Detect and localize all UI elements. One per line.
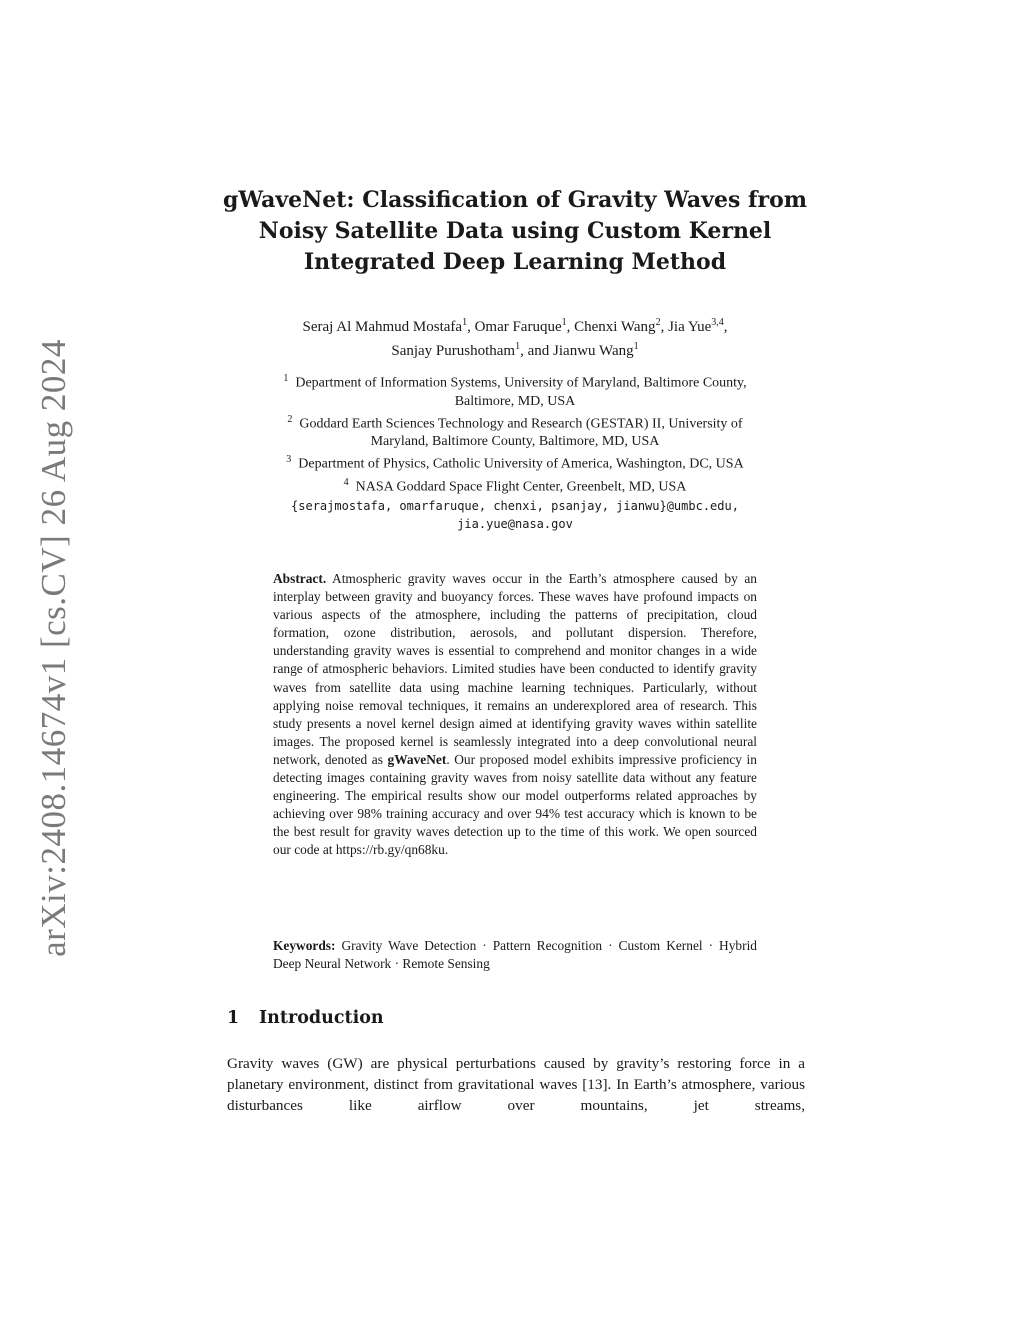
affiliation-1: $^1$ Department of Information Systems, University of Maryland, Baltimore County,	[283, 373, 747, 391]
abstract-text-before: Atmospheric gravity waves occur in the Earth’s atmosphere caused by an interplay between gravity and buoyancy forces. These waves have profound impacts on various aspects of the atmosphere, including the patterns of precipitation, cloud formation, ozone distribution, aerosols, and pollutant dispersion. Therefore, understanding gravity waves is essential to comprehend and monitor changes in a wide range of atmospheric behaviors. Limited studies have been conducted to identify gravity waves from satellite data using machine learning techniques. Particularly, without applying noise removal techniques, it remains an underexplored area of research. This study presents a novel kernel design aimed at identifying gravity waves within satellite images. The proposed kernel is seamlessly integrated into a deep convolutional neural network, denoted as	[273, 571, 757, 767]
email-line-1[interactable]: {serajmostafa, omarfaruque, chenxi, psanjay, jianwu}@umbc.edu,	[291, 498, 739, 513]
affiliation-1-cont: Baltimore, MD, USA	[454, 393, 576, 409]
keywords	[273, 937, 757, 973]
author: Chenxi Wang$^2$,	[574, 317, 669, 335]
title-line-1: gWaveNet: Classification of Gravity Waves from	[222, 187, 808, 213]
affiliation-2-cont: Maryland, Baltimore County, Baltimore, MD, USA	[370, 434, 660, 450]
affiliation-4: $^4$ NASA Goddard Space Flight Center, Greenbelt, MD, USA	[343, 476, 687, 495]
title-line-2: Noisy Satellite Data using Custom Kernel	[258, 218, 772, 244]
author: Seraj Al Mahmud Mostafa$^1$,	[302, 317, 475, 335]
keywords-label: Keywords:	[273, 938, 336, 953]
author: Omar Faruque$^1$,	[474, 317, 575, 335]
abstract-text-after: . Our proposed model exhibits impressive proficiency in detecting images containing gravity waves from noisy satellite data without any feature engineering. The empirical results show our model outperforms related approaches by achieving over 98% training accuracy and over 94% test accuracy which is known to be the best result for gravity waves detection up to the time of this work. We open sourced our code at https://rb.gy/qn68ku.	[273, 751, 757, 858]
author: Sanjay Purushotham$^1$, and	[391, 341, 554, 359]
abstract-label: Abstract.	[273, 571, 327, 586]
section-number: 1	[227, 1008, 240, 1028]
keywords-text: Gravity Wave Detection · Pattern Recognition · Custom Kernel · Hybrid Deep Neural Network · Remote Sensing	[273, 938, 757, 972]
affiliations	[215, 370, 815, 533]
author: Jianwu Wang$^1$	[553, 341, 639, 359]
section-heading-introduction	[227, 1008, 384, 1028]
author-list	[200, 313, 830, 361]
paper-title	[200, 185, 830, 278]
section-title: Introduction	[259, 1008, 384, 1028]
arxiv-identifier: arXiv:2408.14674v1 [cs.CV] 26 Aug 2024	[34, 339, 73, 957]
title-line-3: Integrated Deep Learning Method	[303, 249, 727, 275]
email-line-2[interactable]: jia.yue@nasa.gov	[457, 516, 573, 531]
introduction-paragraph: Gravity waves (GW) are physical perturbations caused by gravity’s restoring force in a planetary environment, distinct from gravitational waves [13]. In Earth’s atmosphere, various disturbances like airflow over mountains, jet streams,	[227, 1055, 805, 1114]
model-name: gWaveNet	[387, 751, 447, 767]
abstract	[273, 570, 757, 860]
affiliation-2: $^2$ Goddard Earth Sciences Technology and Research (GESTAR) II, University of	[287, 413, 743, 432]
affiliation-3: $^3$ Department of Physics, Catholic University of America, Washington, DC, USA	[286, 454, 744, 472]
author: Jia Yue$^{3,4}$,	[668, 317, 728, 335]
